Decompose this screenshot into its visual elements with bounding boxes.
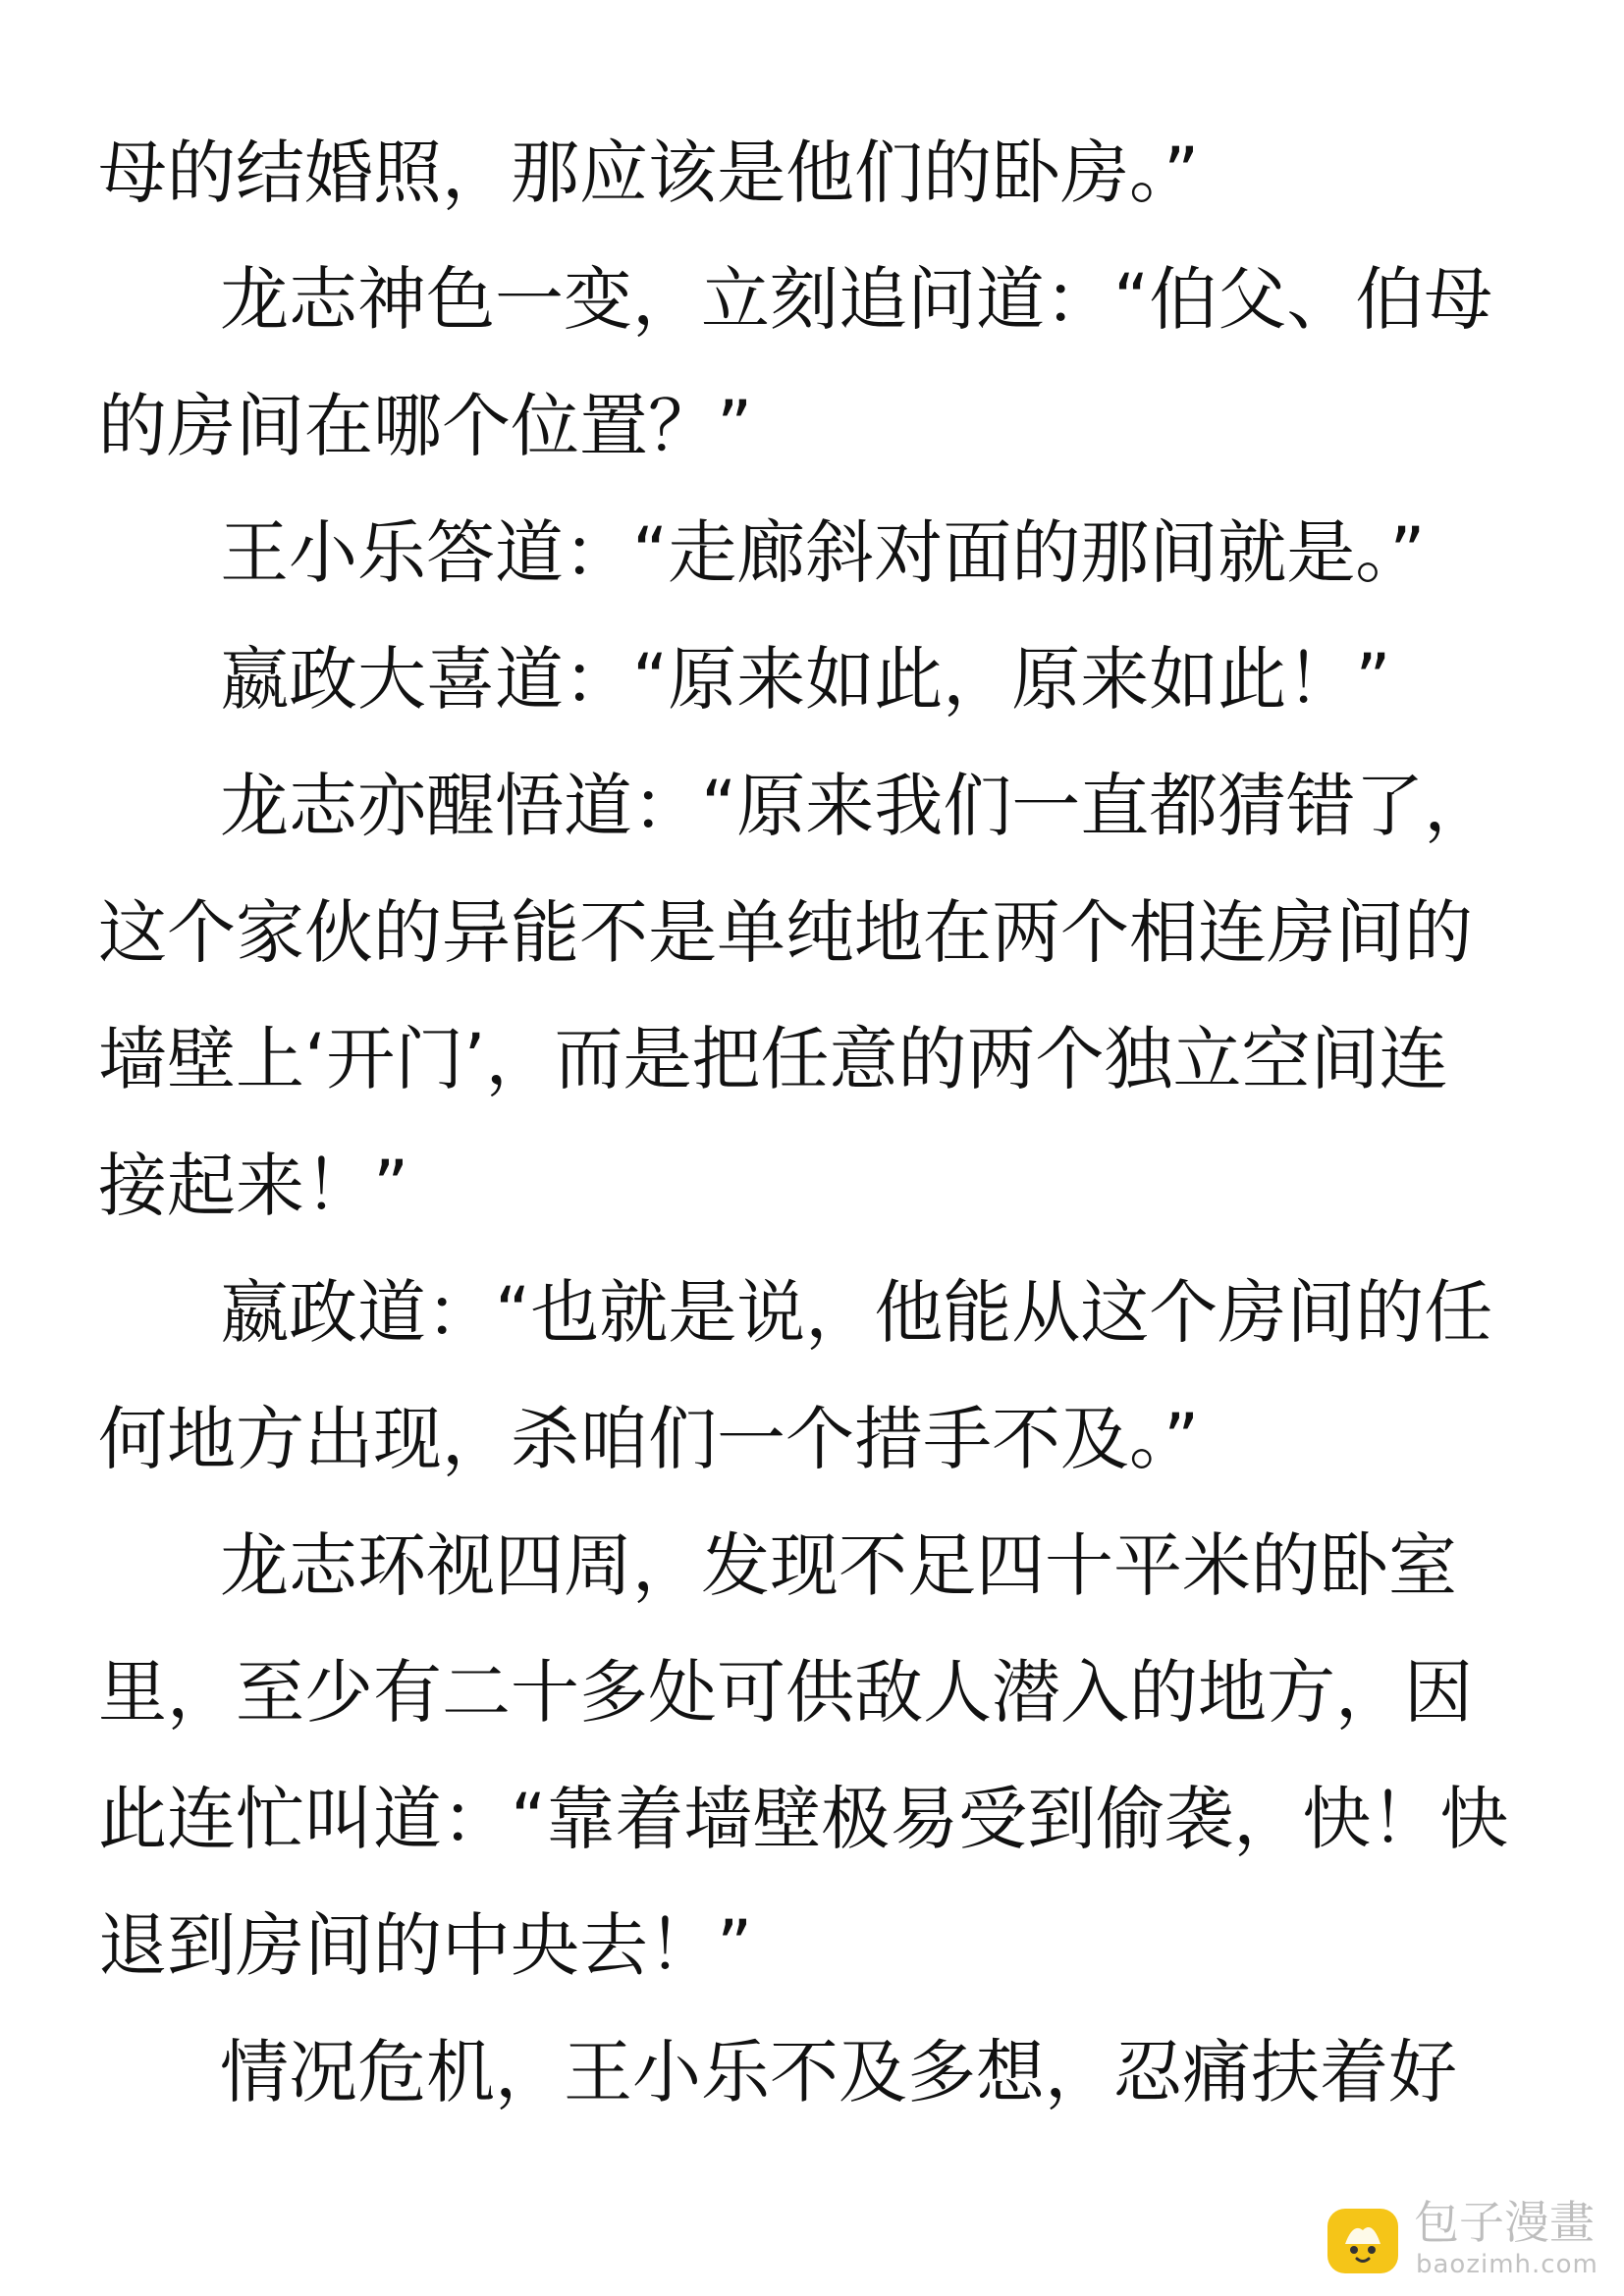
text-line: 此连忙叫道：“靠着墙壁极易受到偷袭，快！快 [98, 1779, 1509, 1859]
text-line: 墙壁上‘开门’，而是把任意的两个独立空间连 [98, 1019, 1448, 1099]
text-line: 龙志神色一变，立刻追问道：“伯父、伯母 [220, 259, 1493, 340]
text-line: 情况危机，王小乐不及多想，忍痛扶着好 [220, 2032, 1457, 2112]
text-line: 里，至少有二十多处可供敌人潜入的地方，因 [98, 1652, 1473, 1733]
text-line: 退到房间的中央去！” [98, 1905, 753, 1986]
text-line: 这个家伙的异能不是单纯地在两个相连房间的 [98, 892, 1473, 973]
text-line: 何地方出现，杀咱们一个措手不及。” [98, 1399, 1200, 1479]
text-line: 嬴政道：“也就是说，他能从这个房间的任 [220, 1272, 1493, 1353]
watermark-domain: baozimh.com [1416, 2250, 1598, 2279]
text-line: 的房间在哪个位置？” [98, 386, 753, 466]
baozi-bun-icon [1324, 2201, 1402, 2279]
text-line: 嬴政大喜道：“原来如此，原来如此！” [220, 639, 1391, 720]
watermark-name: 包子漫畫 [1414, 2196, 1595, 2249]
text-line: 龙志亦醒悟道：“原来我们一直都猜错了， [220, 766, 1493, 846]
text-line: 龙志环视四周，发现不足四十平米的卧室 [220, 1525, 1457, 1606]
novel-text-body [98, 110, 1540, 2136]
text-line: 母的结婚照，那应该是他们的卧房。” [98, 133, 1200, 213]
text-line: 接起来！” [98, 1146, 409, 1226]
watermark [1324, 2191, 1618, 2289]
text-line: 王小乐答道：“走廊斜对面的那间就是。” [220, 512, 1426, 593]
